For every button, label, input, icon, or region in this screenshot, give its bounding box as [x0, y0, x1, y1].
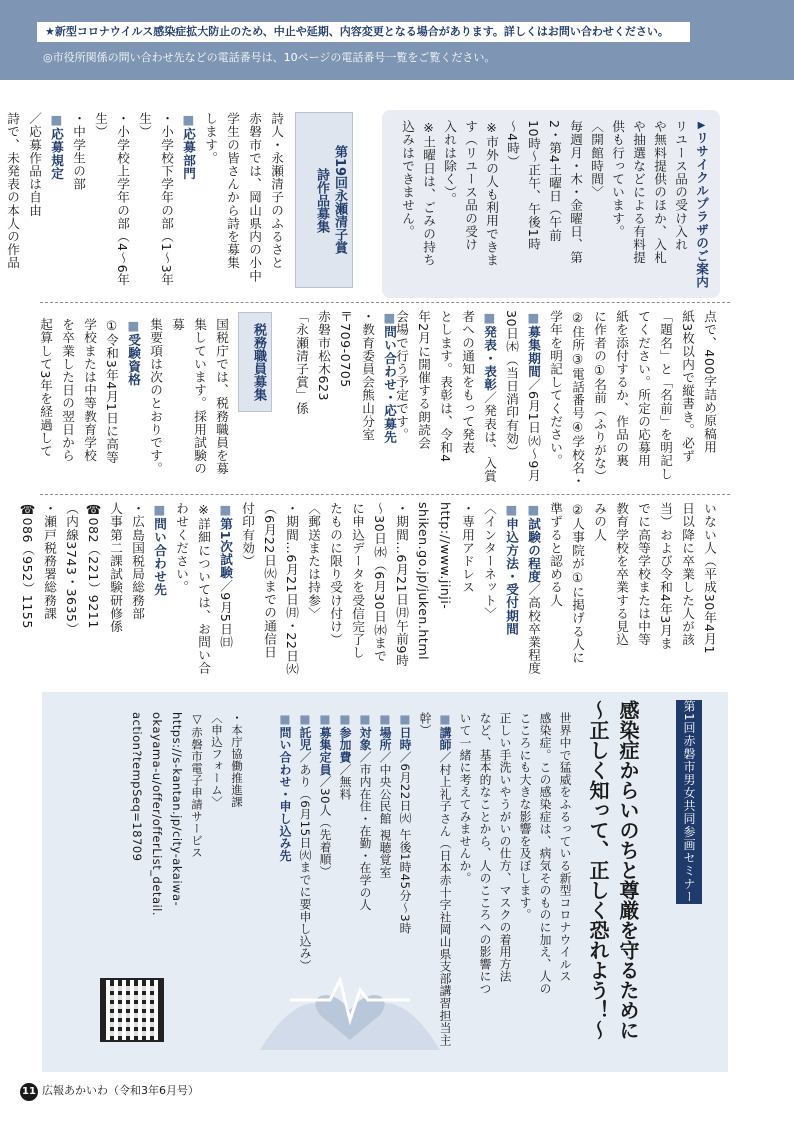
poetry-contact-line: ・ 教育委員会熊山分室: [356, 310, 378, 488]
tax-cont-line: いない人（平成30年4月1: [702, 502, 717, 654]
seminar-intro-line: など、基本的なことから、人のこころへの影響につ: [478, 712, 492, 995]
division-head: ■ 応募部門: [177, 112, 199, 294]
poetry-cont-line: 紙を添付するか、作品の裏: [614, 310, 629, 468]
recycle-line: 毎週月・木・金曜日、第: [568, 120, 583, 265]
lecturer-text: ／村上礼子さん（日本赤十字社岡山県支部講習担当主幹）: [418, 712, 452, 1047]
apply-line: に申込データを受信完了し: [350, 502, 365, 660]
poetry-cont-line: 点で、400字詰め原稿用: [702, 310, 717, 454]
seminar-intro-line: 世界中で猛威をふるっている新型コロナウイルス: [558, 712, 572, 983]
tax-contact-head: ■ 問い合わせ先: [148, 502, 170, 682]
tax-title-text: 税務職員募集: [251, 323, 266, 401]
section-divider: [40, 302, 730, 303]
poetry-cont-line: ②住所③電話番号④学校名・: [570, 310, 585, 488]
recycle-line: 10時〜正午、午後1時: [526, 120, 541, 251]
poetry-continued: [394, 310, 720, 488]
recycle-line: 〈開館時間〉: [589, 120, 604, 199]
apply-line: 〈インターネット〉: [482, 502, 497, 620]
capacity-head: ■ 募集定員: [318, 712, 332, 776]
venue-text: ／中央公民館 視聴覚室: [378, 751, 392, 879]
page-footer: [20, 1082, 199, 1101]
apply-line: （6月22日㈫までの通信日: [262, 502, 277, 659]
tax-cont-line: みの人: [592, 502, 607, 542]
apply-line: 〈郵送または持参〉: [306, 502, 321, 620]
tax-cont-line: 当）および令和4年3月ま: [658, 502, 673, 651]
poetry-cont-line: てください。所定の応募用: [636, 310, 651, 468]
exam-head: ■ 試験の程度: [526, 502, 541, 583]
date-text: ／6月22日㈫ 午後1時45分〜3時: [398, 751, 412, 935]
period-text: ／6月1日㈫〜9月30日㈭（当日消印有効）: [504, 310, 541, 483]
rules-line: ／応募作品は自由: [27, 112, 42, 217]
recycle-line: や無料提供のほか、入札: [652, 120, 667, 265]
lecturer-head: ■ 講師: [438, 712, 452, 751]
hands-heart-illustration: [250, 930, 450, 1060]
poetry-title-line: 詩作品募集: [314, 167, 329, 233]
qual-line: 学校または中等教育学校: [82, 318, 97, 463]
tax-contact-line: ・ 瀬戸税務署総務課: [38, 502, 60, 682]
poetry-contact-line: 〒709-0705: [338, 310, 353, 388]
tax-continued: [20, 502, 720, 682]
seminar-tag: 第1回赤磐市男女共同参画セミナー: [676, 700, 702, 904]
apply-line: 付印有効）: [240, 502, 255, 568]
application-url-link[interactable]: action?tempSeq=18709: [130, 712, 144, 862]
qual-line: ①令和3年4月1日に高等: [104, 318, 119, 464]
poetry-intro: [5, 112, 287, 294]
childcare-head: ■ 託児: [298, 712, 312, 751]
announce-line: ／発表は、入賞: [482, 391, 497, 483]
announce-line: 会場で行う予定です。: [394, 310, 409, 441]
page-number: 11: [20, 1083, 38, 1101]
application-url-link[interactable]: okayama-u/offer/offerList_detail.: [150, 712, 164, 917]
apply-line: たものに限り受け付け）: [328, 502, 343, 647]
recycle-line: 供も行っています。: [610, 120, 625, 238]
first-exam-text: ／9月5日㈰: [218, 579, 233, 649]
recycle-line: ※土曜日は、ごみの持ち: [421, 120, 436, 267]
poetry-title-line: 第19回永瀬清子賞: [332, 145, 347, 255]
date-head: ■ 日時: [398, 712, 412, 751]
venue-head: ■ 場所: [378, 712, 392, 751]
poetry-contact-line: 赤磐市松木623: [316, 310, 331, 402]
tax-intro: [38, 318, 232, 488]
division-item: ・ 中学生の部: [67, 112, 89, 294]
poetry-cont-line: 紙3枚以内で縦書き。必ず: [680, 310, 695, 463]
seminar-contact-line: ▽赤磐市電子申請サービス: [190, 712, 204, 859]
section-divider: [40, 494, 730, 495]
recycle-line: ※市外の人も利用できま: [484, 120, 499, 267]
seminar-contact-line: ・ 本庁協働推進課: [227, 712, 247, 972]
poetry-intro-line: 学生の皆さんから詩を募集: [225, 112, 240, 270]
tax-intro-line: 集しています。採用試験の募: [170, 318, 207, 476]
recycle-line: す（リユース品の受け: [463, 120, 478, 251]
apply-line: 〜30日㈬（6月30日㈬まで: [372, 502, 387, 663]
tax-cont-line: 教育学校を卒業する見込: [614, 502, 629, 647]
poetry-cont-line: に作者の①名前（ふりがな）: [592, 310, 607, 483]
rules-line: 詩で、未発表の本人の作品: [5, 112, 20, 270]
apply-line: ・ 期間…6月21日㈪午前9時: [390, 502, 412, 682]
poetry-intro-line: 詩人・永瀬清子のふるさと: [269, 112, 284, 270]
seminar-intro-line: 感染症。この感染症は、病気そのものに加え、人の: [538, 712, 552, 995]
tax-contact-line: （内線3743・3635）: [64, 502, 79, 636]
poetry-contact: [294, 310, 400, 488]
tax-contact-line: ・ 広島国税局総務部: [126, 502, 148, 682]
recycle-line: 2・第4土曜日（午前: [547, 120, 562, 242]
qual-line: 起算して3年を経過して: [38, 318, 53, 458]
recycle-line: 込みはできません。: [400, 120, 415, 238]
covid-notice: ★新型コロナウイルス感染症拡大防止のため、中止や延期、内容変更となる場合があります。詳しくはお問い合わせください。: [37, 22, 690, 42]
recycle-line: 〜4時）: [505, 120, 520, 168]
poetry-contact-line: 「永瀬清子賞」係: [294, 310, 309, 415]
fee-head: ■ 参加費: [338, 712, 352, 763]
target-head: ■ 対象: [358, 712, 372, 751]
fee-text: ／無料: [338, 763, 352, 801]
seminar-title-line: 感染症からいのちと尊厳を守るために: [616, 700, 640, 1040]
publication-name: 広報あかいわ（令和3年6月号）: [42, 1084, 199, 1097]
rules-head: ■ 応募規定: [45, 112, 67, 294]
division-item: ・ 小学校上学年の部（4〜6年生）: [89, 112, 133, 294]
apply-line: ・ 専用アドレス: [456, 502, 478, 682]
first-exam-head: ■ 第1次試験: [218, 502, 233, 579]
seminar-title: [583, 700, 643, 1040]
tax-note-line: わせください。: [174, 502, 189, 594]
apply-line: ・ 期間…6月21日㈪・22日㈫: [280, 502, 302, 682]
announce-head: ■ 発表・表彰: [482, 310, 497, 391]
qual-head: ■ 受験資格: [122, 318, 144, 488]
recycle-plaza-box: [382, 110, 720, 298]
recycle-line: や抽選などによる有料提: [631, 120, 646, 265]
tax-cont-line: でに高等学校または中等: [636, 502, 651, 647]
poetry-cont-line: 「題名」と「名前」を明記し: [658, 310, 673, 481]
poetry-contact-head: ■ 問い合わせ・応募先: [378, 310, 400, 488]
tax-contact-line: ☎082（221）9211: [86, 502, 101, 629]
childcare-text: ／あり（6月15日㈫までに要申し込み）: [298, 751, 312, 972]
phone-note: ◎市役所関係の問い合わせ先などの電話番号は、10ページの電話番号一覧をご覧ください。: [43, 51, 496, 64]
seminar-intro-line: 正しい手洗いやうがいの仕方、マスクの着用方法: [498, 712, 512, 983]
announce-line: 年2月に開催する朗読会: [416, 310, 431, 450]
division-item: ・ 小学校下学年の部（1〜3年生）: [133, 112, 177, 294]
application-qr-code[interactable]: [100, 978, 164, 1042]
inquiry-head: ■ 問い合わせ・申し込み先: [278, 712, 292, 862]
target-text: ／市内在住・在勤・在学の人: [358, 751, 372, 912]
announce-line: とします。表彰は、令和4: [438, 310, 453, 463]
tax-cont-line: ②人事院が①に掲げる人に: [570, 502, 585, 664]
poetry-intro-line: します。: [203, 112, 218, 165]
period-head: ■ 募集期間: [526, 310, 541, 378]
capacity-text: ／30人（先着順）: [318, 775, 332, 878]
recycle-line: リユース品の受け入れ: [673, 120, 688, 251]
announce-line: 者への通知をもって発表: [460, 310, 475, 455]
exam-text: ／高校卒業程度: [526, 583, 541, 675]
poetry-cont-line: 学年を明記してください。: [548, 310, 563, 468]
recycle-text: [390, 120, 712, 290]
recycle-title: ▶ リサイクルプラザのご案内: [691, 120, 712, 290]
poetry-intro-line: 赤磐市では、岡山県内の小中: [247, 112, 262, 283]
apply-url-link[interactable]: http://www.jinji-shiken.go.jp/juken.html: [416, 502, 453, 661]
tax-contact-line: 人事第二課試験研修係: [108, 502, 123, 633]
seminar-intro-line: こころにも大きな影響を及ぼします。: [518, 712, 532, 922]
seminar-contact: [112, 712, 247, 972]
tax-note-line: ※詳細については、お問い合: [196, 502, 211, 675]
seminar-contact-line: 〈申込フォーム〉: [210, 712, 224, 808]
tax-intro-line: 集要項は次のとおりです。: [148, 318, 163, 476]
qual-line: を卒業した日の翌日から: [60, 318, 75, 463]
poetry-title: [295, 112, 353, 288]
tax-intro-line: 国税庁では、税務職員を募: [214, 318, 229, 476]
seminar-title-line: 〜正しく知って、正しく恐れよう！〜: [586, 700, 610, 1040]
application-url-link[interactable]: https://s-kantan.jp/city-akaiwa-: [170, 712, 184, 907]
tax-contact-line: ☎086（952）1155: [20, 502, 35, 629]
tax-cont-line: 日以降に卒業した人が該: [680, 502, 695, 647]
apply-head: ■ 申込方法・受付期間: [500, 502, 522, 682]
recycle-line: 入れは除く）。: [442, 120, 457, 206]
tax-cont-line: 準ずると認める人: [548, 502, 563, 607]
tax-title: [238, 312, 272, 412]
seminar-intro-line: いて一緒に考えてみませんか。: [458, 712, 472, 885]
